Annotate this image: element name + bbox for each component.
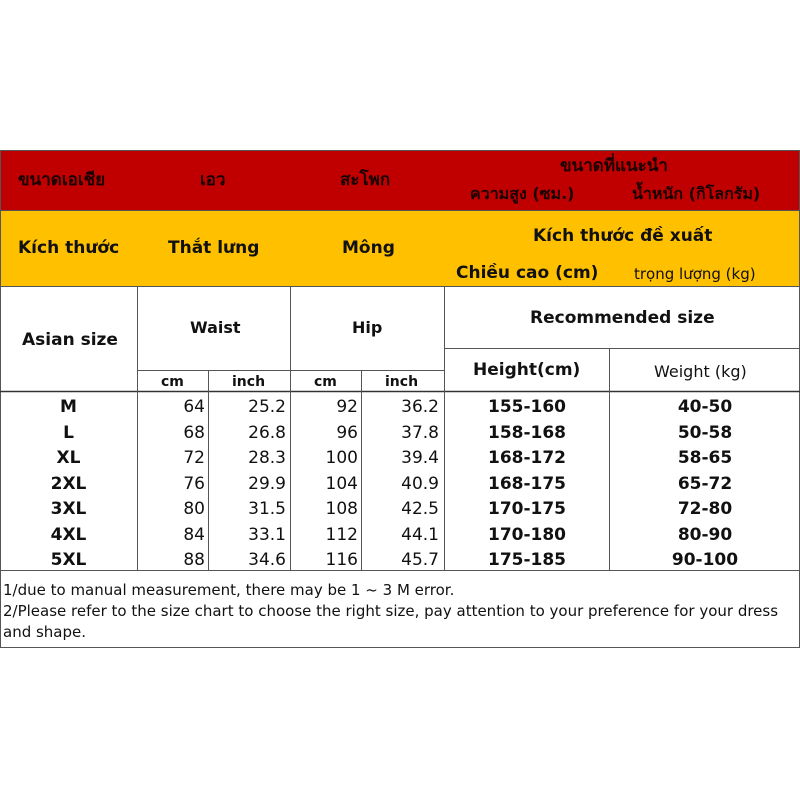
hip-inch-cell: 45.7 bbox=[401, 550, 439, 570]
hip-cm-cell: 112 bbox=[325, 524, 358, 545]
weight-cell: 40-50 bbox=[677, 397, 733, 417]
weight-cell: 72-80 bbox=[677, 499, 733, 519]
height-cell: 168-175 bbox=[487, 473, 567, 494]
height-cell: 158-168 bbox=[487, 422, 567, 443]
waist-cm-cell: 80 bbox=[183, 499, 205, 519]
weight-cell: 58-65 bbox=[677, 448, 733, 468]
size-cell: L bbox=[63, 422, 74, 443]
waist-inch-cell: 26.8 bbox=[248, 422, 286, 443]
height-cell: 155-160 bbox=[487, 397, 567, 417]
table-row bbox=[0, 420, 800, 446]
thai-recommended-label: ขนาดที่แนะนำ bbox=[560, 156, 668, 176]
waist-inch-cell: 29.9 bbox=[248, 473, 286, 494]
recommended-size-header: Recommended size bbox=[530, 308, 715, 328]
thai-hip-label: สะโพก bbox=[340, 170, 391, 190]
waist-cm-cell: 84 bbox=[183, 524, 205, 545]
hip-cm-cell: 116 bbox=[325, 550, 358, 570]
waist-cm-cell: 72 bbox=[183, 448, 205, 468]
thai-weight-label: น้ำหนัก (กิโลกรัม) bbox=[632, 184, 761, 203]
weight-cell: 50-58 bbox=[677, 422, 733, 443]
weight-cell: 65-72 bbox=[677, 473, 733, 494]
hip-inch-cell: 40.9 bbox=[401, 473, 439, 494]
hip-cm-cell: 100 bbox=[325, 448, 358, 468]
waist-inch-cell: 25.2 bbox=[248, 397, 286, 417]
waist-cm-unit: cm bbox=[161, 374, 184, 390]
size-cell: M bbox=[60, 397, 77, 417]
waist-cm-cell: 68 bbox=[183, 422, 205, 443]
waist-inch-cell: 33.1 bbox=[248, 524, 286, 545]
height-cell: 170-180 bbox=[487, 524, 567, 545]
viet-waist-label: Thắt lưng bbox=[168, 238, 260, 258]
waist-cm-cell: 88 bbox=[183, 550, 205, 570]
waist-inch-unit: inch bbox=[232, 374, 266, 390]
hip-cm-unit: cm bbox=[314, 374, 337, 390]
waist-inch-cell: 31.5 bbox=[248, 499, 286, 519]
weight-cell: 80-90 bbox=[677, 524, 733, 545]
hip-inch-cell: 36.2 bbox=[401, 397, 439, 417]
note-2: 2/Please refer to the size chart to choose the right size, pay attention to your preference for your dress and shape. bbox=[3, 602, 779, 641]
viet-hip-label: Mông bbox=[342, 238, 395, 258]
height-cell: 170-175 bbox=[487, 499, 567, 519]
table-row bbox=[0, 496, 800, 522]
hip-inch-cell: 37.8 bbox=[401, 422, 439, 443]
weight-cell: 90-100 bbox=[671, 550, 739, 570]
hip-inch-cell: 42.5 bbox=[401, 499, 439, 519]
table-row bbox=[0, 522, 800, 548]
hip-inch-cell: 39.4 bbox=[401, 448, 439, 468]
table-row bbox=[0, 394, 800, 420]
waist-inch-cell: 28.3 bbox=[248, 448, 286, 468]
viet-recommended-label: Kích thước đề xuất bbox=[533, 226, 713, 246]
thai-height-label: ความสูง (ซม.) bbox=[470, 184, 575, 203]
waist-inch-cell: 34.6 bbox=[248, 550, 286, 570]
hip-cm-cell: 92 bbox=[336, 397, 358, 417]
hip-inch-unit: inch bbox=[385, 374, 419, 390]
hip-inch-cell: 44.1 bbox=[401, 524, 439, 545]
waist-header: Waist bbox=[190, 318, 241, 337]
size-cell: 5XL bbox=[50, 550, 87, 570]
table-row bbox=[0, 547, 800, 573]
height-cell: 168-172 bbox=[487, 448, 567, 468]
size-cell: 4XL bbox=[50, 524, 87, 545]
asian-size-header: Asian size bbox=[22, 330, 118, 350]
height-cell: 175-185 bbox=[487, 550, 567, 570]
waist-cm-cell: 76 bbox=[183, 473, 205, 494]
table-row bbox=[0, 471, 800, 497]
hip-header: Hip bbox=[352, 318, 383, 337]
size-cell: 3XL bbox=[50, 499, 87, 519]
hip-cm-cell: 104 bbox=[325, 473, 358, 494]
size-cell: 2XL bbox=[50, 473, 87, 494]
size-chart bbox=[0, 150, 800, 648]
viet-asian-size-label: Kích thước bbox=[18, 238, 120, 258]
thai-asian-size-label: ขนาดเอเชีย bbox=[18, 170, 106, 190]
viet-weight-label: trọng lượng (kg) bbox=[634, 265, 756, 283]
hip-cm-cell: 96 bbox=[336, 422, 358, 443]
hip-cm-cell: 108 bbox=[325, 499, 358, 519]
height-header: Height(cm) bbox=[473, 360, 581, 380]
waist-cm-cell: 64 bbox=[183, 397, 205, 417]
table-row bbox=[0, 445, 800, 471]
size-cell: XL bbox=[56, 448, 81, 468]
viet-height-label: Chiều cao (cm) bbox=[456, 263, 599, 283]
notes-block bbox=[3, 580, 795, 643]
note-1: 1/due to manual measurement, there may be 1 ~ 3 M error. bbox=[3, 581, 455, 599]
weight-header: Weight (kg) bbox=[654, 362, 747, 381]
thai-waist-label: เอว bbox=[200, 170, 226, 190]
